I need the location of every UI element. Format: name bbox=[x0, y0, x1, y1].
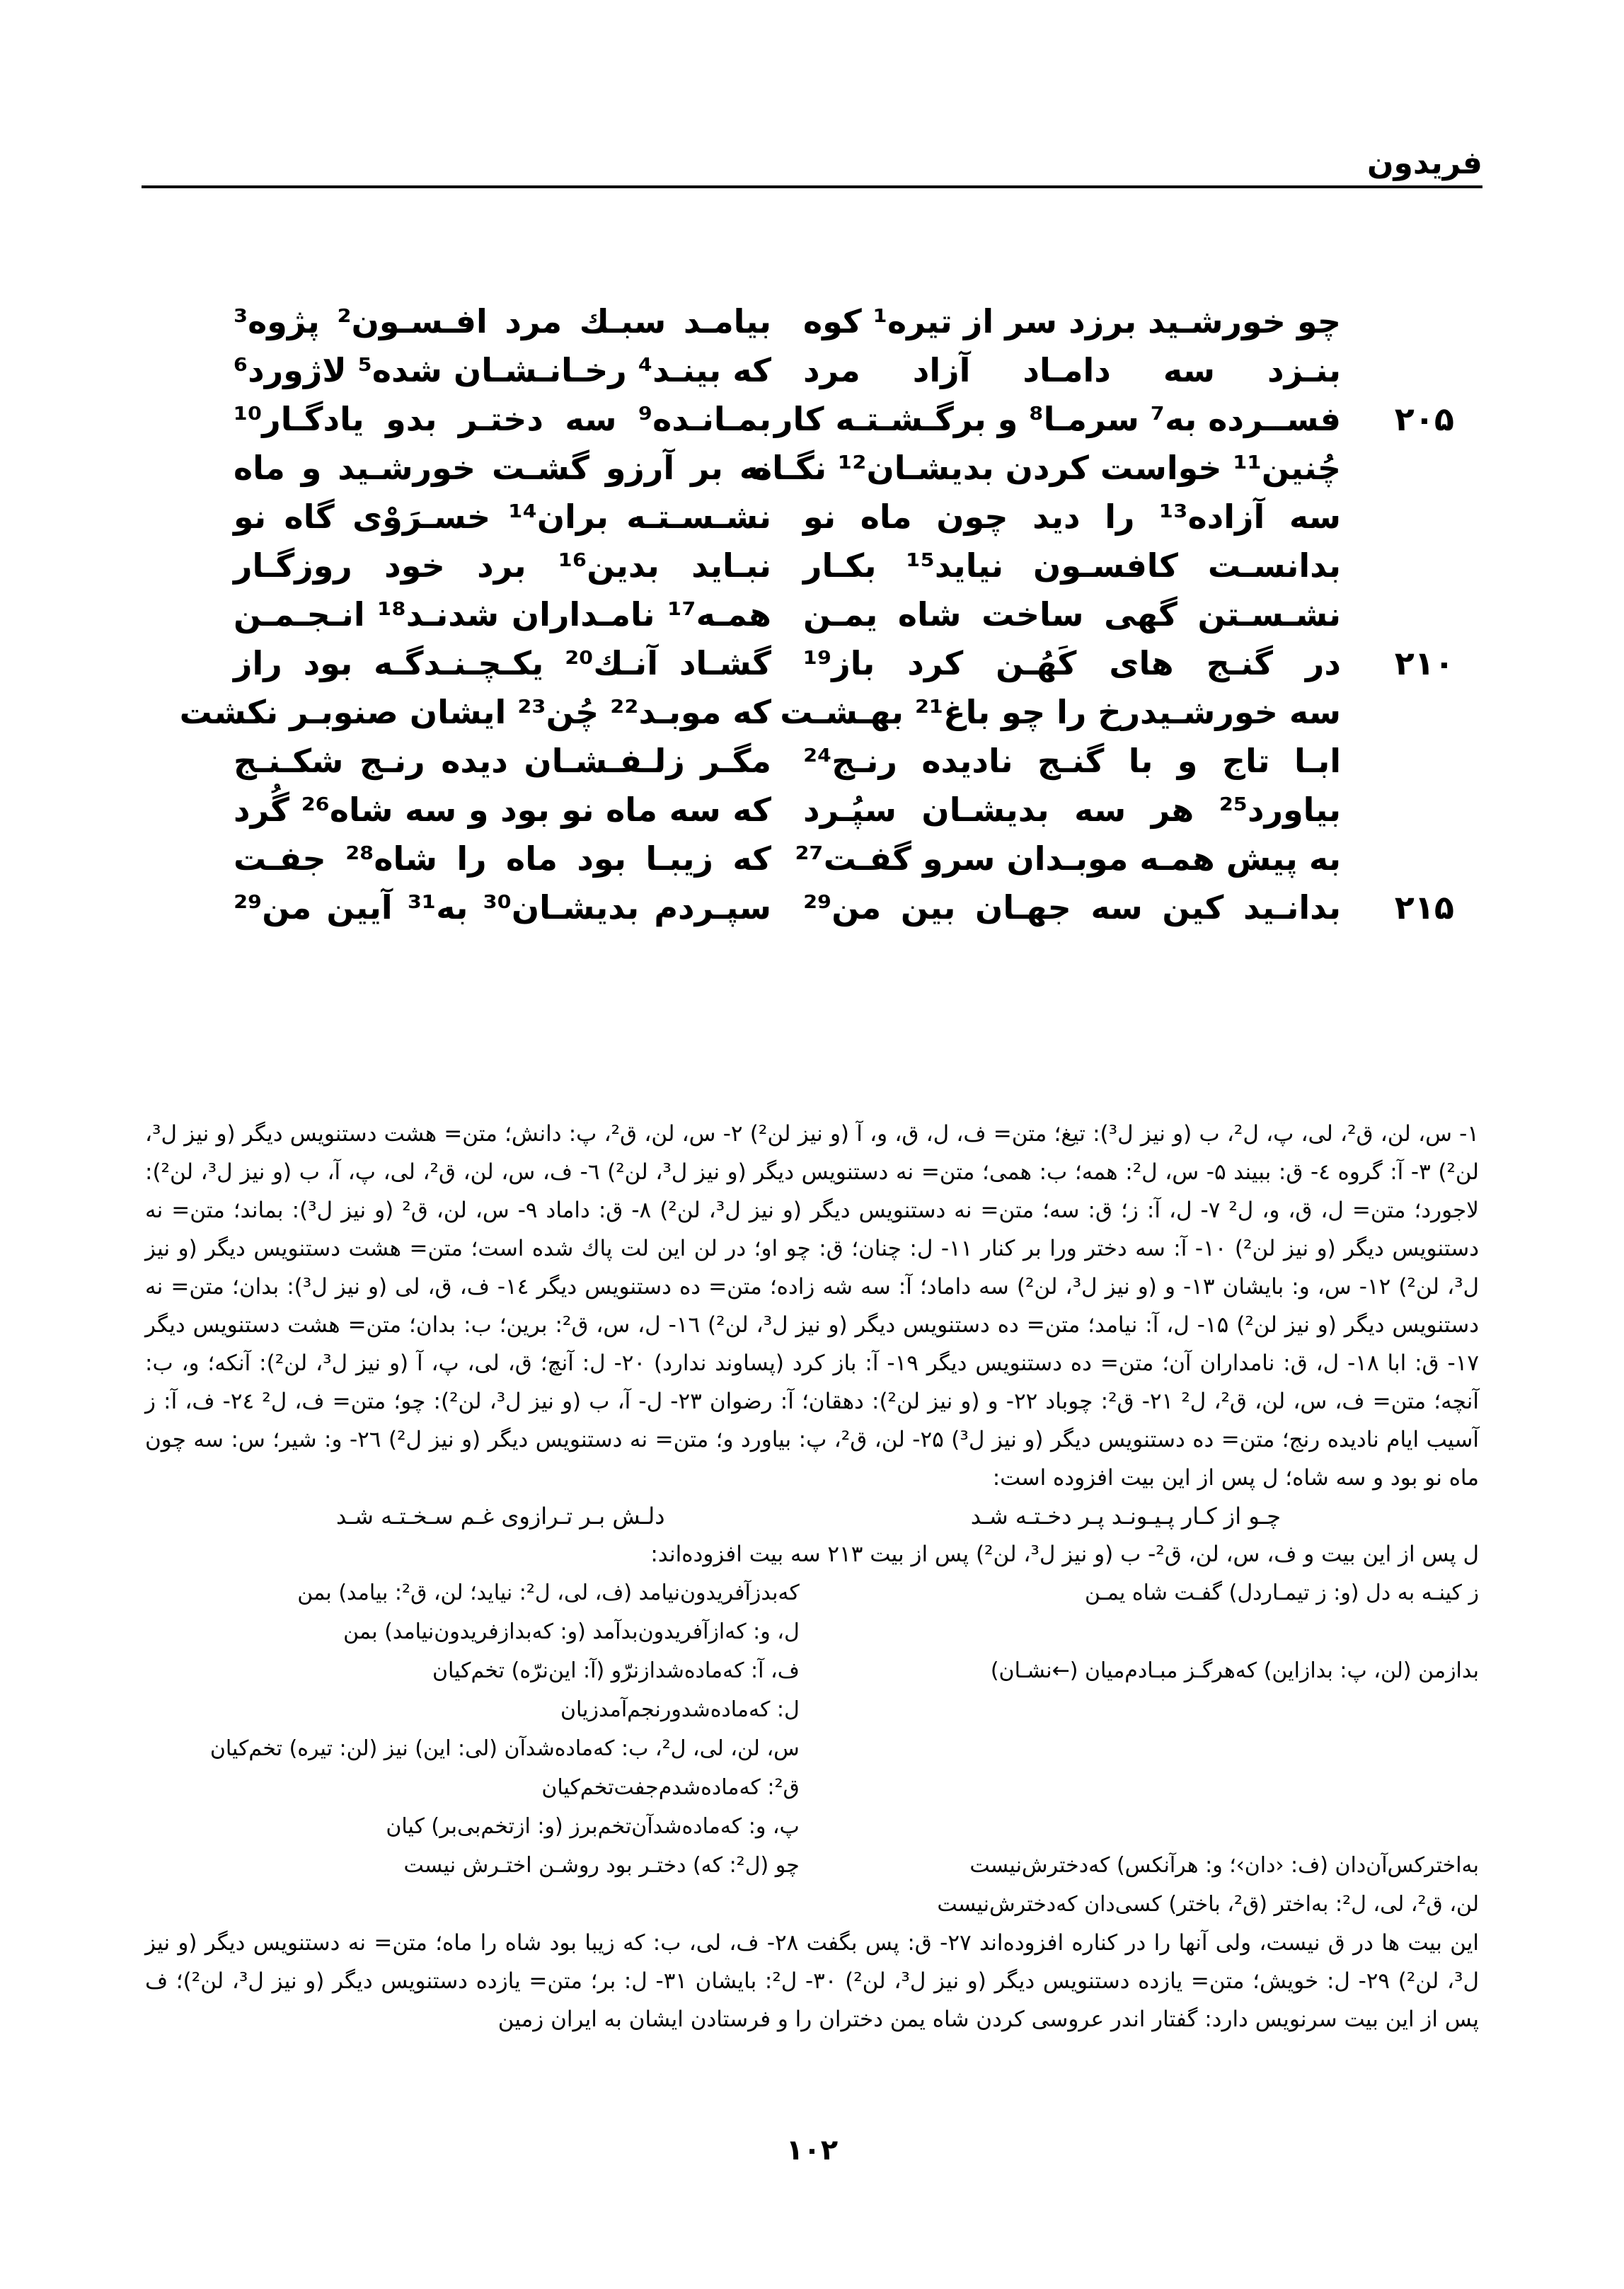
hemistich: بمـانـده⁹ سه دختـر بدو یادگـار¹⁰ bbox=[234, 400, 771, 438]
verse-line bbox=[795, 834, 1341, 883]
variant-line: س، لن، لی، ل²، ب: که‌ماده‌شدآن (لی: این) نیز (لن: تیره) تخم‌کیان bbox=[209, 1736, 800, 1761]
variant-line: ل، و: که‌ازآفریدون‌بدآمد (و: که‌بدازفریدون‌نیامد) بمن bbox=[343, 1619, 800, 1644]
variant-line: ق²: که‌ماده‌شدم‌جفت‌تخم‌کیان bbox=[541, 1775, 800, 1800]
poem-block bbox=[142, 297, 1482, 1005]
hemistich: که بینـد⁴ رخـانـشـان شده⁵ لاژورد⁶ bbox=[234, 351, 771, 389]
inline-verse bbox=[145, 1497, 1479, 1535]
hemistich: در گنـج های کَهُـن کرد باز¹⁹ bbox=[803, 644, 1341, 682]
hemistich: بنـزد سه دامـاد آزاد مرد bbox=[803, 351, 1341, 389]
hemistich: که زیبـا بود ماه را شاه²⁸ جفـت bbox=[234, 839, 771, 878]
verse-line bbox=[780, 688, 1341, 737]
variant-spacer bbox=[839, 1768, 1479, 1807]
variant-column-right bbox=[839, 1573, 1479, 1924]
verse-number: ۲۰۵ bbox=[1394, 400, 1454, 438]
left-hemistich-column bbox=[179, 297, 772, 932]
verse-line bbox=[773, 395, 1454, 444]
inline-verse-right: چـو از کـار پـیـونـد پـر دخـتـه شـد bbox=[970, 1503, 1281, 1530]
variant-spacer bbox=[839, 1807, 1479, 1846]
variant-spacer bbox=[839, 1690, 1479, 1729]
hemistich: نه بر آرزو گشـت خورشـید و ماه bbox=[234, 449, 771, 487]
verse-line bbox=[803, 297, 1341, 346]
variant-line: ل: که‌ماده‌شدورنجم‌آمدزیان bbox=[560, 1697, 800, 1722]
variant-spacer bbox=[839, 1729, 1479, 1768]
variant-line: لن، ق²، لی، ل²: به‌اختر (ق²، باختر) کسی‌دان که‌دخترش‌نیست bbox=[937, 1892, 1479, 1917]
hemistich: بدانـید کین سه جهـان بین من²⁹ bbox=[803, 888, 1341, 926]
variant-line: که‌بدزآفریدون‌نیامد (ف، لی، ل²: نیاید؛ لن، ق²: بیامد) بمن bbox=[297, 1580, 800, 1605]
verse-line bbox=[752, 444, 1341, 493]
footnote-paragraph: این بیت ها در ق نیست، ولی آنها را در کناره افزوده‌اند ۲۷- ق: پس بگفت ۲۸- ف، لی، ب: که زیبا بود شاه را ماه؛ متن= نه دستنویس دیگر (و نیز ل³، لن²) ۲۹- ل: خویش؛ متن= یازده دستنویس دیگر (و نیز ل³، لن²) ۳۰- ل²: بایشان ۳۱- ل: بر؛ متن= یازده دستنویس دیگر (و نیز ل³، لن²)؛ ف پس از این بیت سرنویس دارد: گفتار اندر عروسی کردن شاه یمن دختران را و فرستادن ایشان به ایران زمین bbox=[145, 1930, 1479, 2032]
verse-number: ۲۱۰ bbox=[1394, 644, 1454, 682]
verse-line bbox=[803, 883, 1454, 932]
variant-line: پ، و: که‌ماده‌شدآن‌تخم‌برز (و: ازتخم‌بی‌بر) کیان bbox=[386, 1814, 800, 1839]
footnote-paragraph: ل پس از این بیت و ف، س، لن، ق²- ب (و نیز ل³، لن²) پس از بیت ۲۱۳ سه بیت افزوده‌اند: bbox=[650, 1542, 1479, 1567]
right-hemistich-column bbox=[752, 297, 1454, 932]
hemistich: فســرده به⁷ سرمـا⁸ و برگـشـتـه کار bbox=[773, 400, 1341, 438]
hemistich: ابـا تاج و با گنـج نادیده رنـج²⁴ bbox=[803, 742, 1341, 780]
hemistich: که سه ماه نو بود و سه شاه²⁶ گُرد bbox=[234, 791, 771, 829]
variant-line: ف، آ: که‌ماده‌شدازنرّو (آ: این‌نرّه) تخم‌کیان bbox=[432, 1658, 800, 1683]
verse-line bbox=[803, 786, 1341, 834]
verse-line bbox=[803, 590, 1341, 639]
variant-readings bbox=[145, 1573, 1479, 1924]
verse-line bbox=[803, 346, 1341, 395]
hemistich: بیامـد سبـك مرد افـسـون² پژوه³ bbox=[234, 302, 771, 340]
variant-line: به‌اخترکس‌آن‌دان (ف: ‹دان›؛ و: هرآنکس) که‌دخترش‌نیست bbox=[969, 1853, 1479, 1878]
hemistich: که موبـد²² چُن²³ ایشان صنوبـر نکشت bbox=[179, 693, 771, 731]
page-header-title: فریدون bbox=[1366, 145, 1482, 181]
verse-line bbox=[803, 493, 1341, 541]
inline-verse-left: دلـش بـر تـرازوی غـم سـخـتـه شـد bbox=[336, 1503, 665, 1530]
hemistich: بدانسـت کافسـون نیاید¹⁵ بکـار bbox=[803, 546, 1341, 585]
hemistich: نشـسـتـه بران¹⁴ خسـرَوْی گاه نو bbox=[234, 498, 771, 536]
footnotes bbox=[145, 1115, 1479, 2038]
hemistich: چو خورشـید برزد سر از تیره¹ کوه bbox=[803, 302, 1342, 340]
verse-line bbox=[803, 541, 1341, 590]
verse-line bbox=[803, 639, 1454, 688]
hemistich: مگـر زلـفـشـان دیده رنـج شکـنـج bbox=[234, 742, 771, 780]
variant-spacer bbox=[839, 1612, 1479, 1651]
variant-line: بدازمن (لن، پ: بدازاین) که‌هرگـز مبـادم‌میان (←نشـان) bbox=[990, 1658, 1479, 1683]
hemistich: سه خورشـیدرخ را چو باغ²¹ بهـشـت bbox=[780, 693, 1341, 731]
hemistich: نشـسـتن گهی ساخت شاه یمـن bbox=[803, 595, 1341, 633]
hemistich: نبـاید بدین¹⁶ برد خود روزگـار bbox=[234, 546, 772, 585]
hemistich: گشـاد آنـك²⁰ یکـچـنـدگـه بود راز bbox=[234, 644, 771, 682]
variant-line: چو (ل²: که) دختـر بود روشـن اختـرش نیست bbox=[403, 1853, 800, 1878]
hemistich: بیاورد²⁵ هر سه بدیشـان سپُـرد bbox=[803, 791, 1341, 829]
hemistich: سه آزاده¹³ را دید چون ماه نو bbox=[803, 498, 1341, 536]
hemistich: به پیش همـه موبـدان سرو گفـت²⁷ bbox=[795, 839, 1341, 878]
hemistich: سپـردم بدیشـان³⁰ به³¹ آیین من²⁹ bbox=[234, 888, 772, 926]
footnote-paragraph: ۱- س، لن، ق²، لی، پ، ل²، ب (و نیز ل³): تیغ؛ متن= ف، ل، ق، و، آ (و نیز لن²) ۲- س، لن، ق²، پ: دانش؛ متن= هشت دستنویس دیگر (و نیز ل³، لن²) ۳- آ: گروه ٤- ق: ببیند ۵- س، ل²: همه؛ ب: همی؛ متن= نه دستنویس دیگر (و نیز ل³، لن²) ٦- ف، س، لن، ق²، لی، پ، آ، ب (و نیز ل³، لن²): لاجورد؛ متن= ل، ق، و، ل² ۷- ل، آ: ز؛ ق: سه؛ متن= نه دستنویس دیگر (و نیز ل³، لن²) ۸- ق: داماد ۹- س، لن، ق² (و نیز ل³): بماند؛ متن= نه دستنویس دیگر (و نیز لن²) ۱۰- آ: سه دختر ورا بر کنار ۱۱- ل: چنان؛ ق: چو او؛ در لن این لت پاك شده است؛ متن= هشت دستنویس دیگر (و نیز ل³، لن²) ۱۲- س، و: بایشان ۱۳- و (و نیز ل³، لن²) سه داماد؛ آ: سه شه زاده؛ متن= ده دستنویس دیگر ۱٤- ف، ق، لی (و نیز ل³): بدان؛ متن= نه دستنویس دیگر (و نیز لن²) ۱۵- ل، آ: نیامد؛ متن= ده دستنویس دیگر (و نیز ل³، لن²) ۱٦- ل، س، ق²: برین؛ ب: بدان؛ متن= هشت دستنویس دیگر ۱۷- ق: ابا ۱۸- ل، ق: نامداران آن؛ متن= ده دستنویس دیگر ۱۹- آ: باز کرد (پساوند ندارد) ۲۰- ل: آنچ؛ ق، لی، پ، آ (و نیز ل³، لن²): آنکه؛ و، ب: آنچه؛ متن= ف، س، لن، ق²، ل² ۲۱- ق²: چوباد ۲۲- و (و نیز لن²): دهقان؛ آ: رضوان ۲۳- ل- آ، ب (و نیز ل³، لن²): چو؛ متن= ف، ل² ۲٤- ف، آ: ز آسیب ایام نادیده رنج؛ متن= ده دستنویس دیگر (و نیز ل³) ۲۵- لن، ق²، پ: بیاورد و؛ متن= نه دستنویس دیگر (و نیز ل²) ۲٦- و: شیر؛ س: سه چون ماه نو بود و سه شاه؛ ل پس از این بیت افزوده است: bbox=[145, 1121, 1480, 1491]
page-number: ۱۰۲ bbox=[785, 2134, 839, 2167]
verse-line bbox=[803, 737, 1341, 786]
variant-line: ز کینـه به دل (و: ز تیمـاردل) گفـت شاه یمـن bbox=[1085, 1580, 1479, 1605]
header-rule bbox=[142, 185, 1482, 188]
hemistich: همـه¹⁷ نامـداران شدنـد¹⁸ انـجـمـن bbox=[234, 595, 771, 633]
variant-column-left bbox=[145, 1573, 800, 1924]
hemistich: چُنین¹¹ خواست کردن بدیشـان¹² نگـاه bbox=[752, 449, 1341, 487]
verse-number: ۲۱۵ bbox=[1394, 888, 1454, 926]
